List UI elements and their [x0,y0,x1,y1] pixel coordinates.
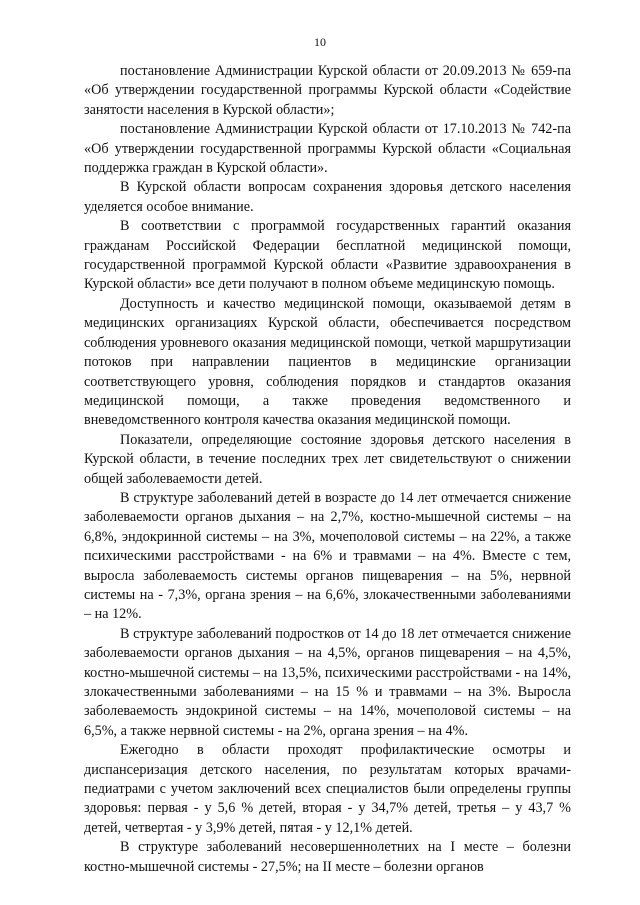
paragraph: постановление Администрации Курской области от 17.10.2013 № 742-па «Об утверждении государственной программы Курской области «Социальная поддержка граждан в Курской области». [84,121,571,177]
paragraph: Показатели, определяющие состояние здоровья детского населения в Курской области, в течение последних трех лет свидетельствуют о снижении общей заболеваемости детей. [84,431,571,487]
paragraph: В Курской области вопросам сохранения здоровья детского населения уделяется особое внимание. [84,179,571,215]
paragraph: В структуре заболеваний детей в возрасте до 14 лет отмечается снижение заболеваемости органов дыхания – на 2,7%, костно-мышечной системы – на 6,8%, эндокринной системы – на 3%, мочеполовой системы – на 22%, а также психическими расстройствами - на 6% и травмами – на 4%. Вместе с тем, выросла заболеваемость системы органов пищеварения – на 5%, нервной системы на - 7,3%, органа зрения – на 6,6%, злокачественными заболеваниями – на 12%. [84,489,571,623]
document-body [84,62,571,877]
paragraph: постановление Администрации Курской области от 20.09.2013 № 659-па «Об утверждении государственной программы Курской области «Содействие занятости населения в Курской области»; [84,63,571,118]
paragraph: Доступность и качество медицинской помощи, оказываемой детям в медицинских организациях Курской области, обеспечивается посредством соблюдения уровневого оказания медицинской помощи, четкой маршрутизации потоков при направлении пациентов в медицинские организации соответствующего уровня, соблюдения порядков и стандартов оказания медицинской помощи, а также проведения ведомственного и вневедомственного контроля качества оказания медицинской помощи. [84,295,571,429]
paragraph: В соответствии с программой государственных гарантий оказания гражданам Российской Федерации бесплатной медицинской помощи, государственной программой Курской области «Развитие здравоохранения в Курской области» все дети получают в полном объеме медицинскую помощь. [84,218,571,293]
paragraph: В структуре заболеваний подростков от 14 до 18 лет отмечается снижение заболеваемости органов дыхания – на 4,5%, органов пищеварения – на 4,5%, костно-мышечной системы – на 13,5%, психическими расстройствами - на 14%, злокачественными заболеваниями – на 15 % и травмами – на 3%. Выросла заболеваемость эндокриной системы – на 14%, мочеполовой системы – на 6,5%, а также нервной системы - на 2%, органа зрения – на 4%. [84,625,571,739]
page-number: 10 [314,35,326,49]
paragraph: Ежегодно в области проходят профилактические осмотры и диспансеризация детского населения, по результатам которых врачами-педиатрами с учетом заключений всех специалистов были определены группы здоровья: первая - у 5,6 % детей, вторая - у 34,7% детей, третья – у 43,7 % детей, четвертая - у 3,9% детей, пятая - у 12,1% детей. [84,742,571,836]
paragraph: В структуре заболеваний несовершеннолетних на I месте – болезни костно-мышечной системы - 27,5%; на II месте – болезни органов [84,839,571,875]
